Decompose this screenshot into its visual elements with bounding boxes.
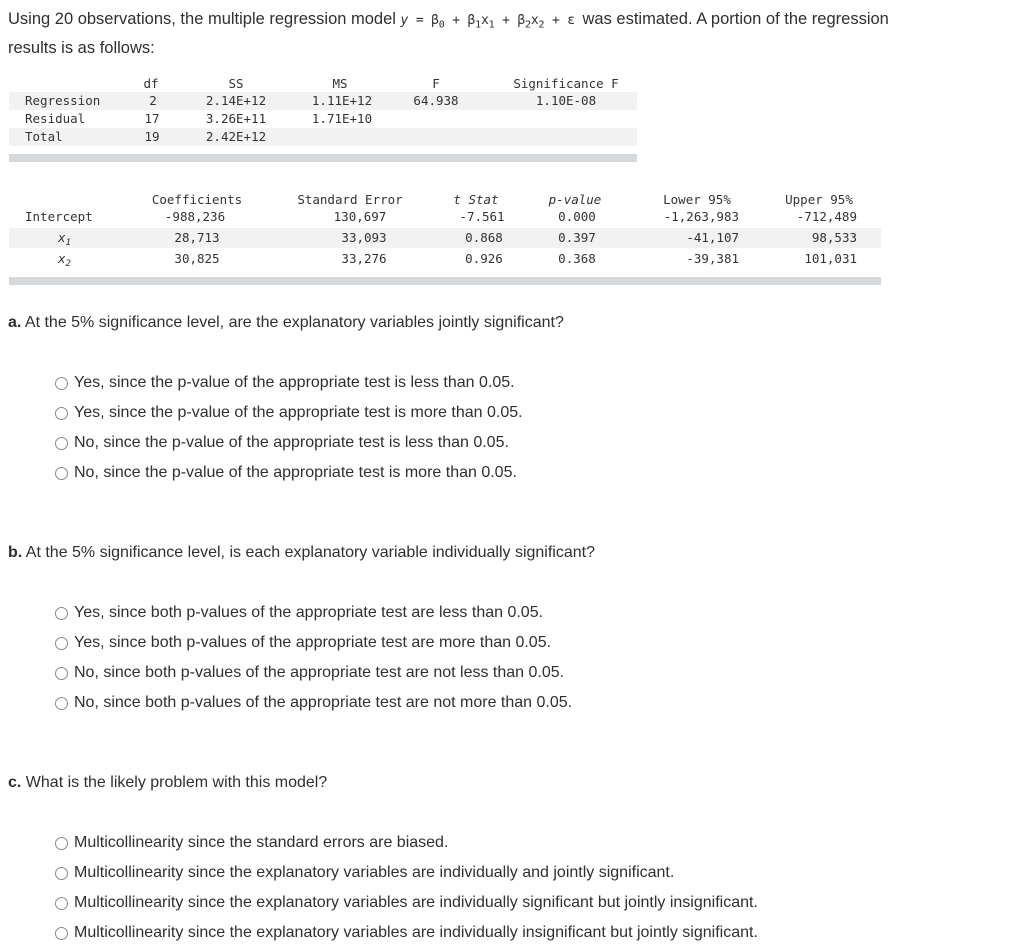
anova-header-ms: MS	[332, 76, 348, 91]
radio-button-icon[interactable]	[55, 377, 68, 390]
question-b-option-2[interactable]: Yes, since both p-values of the appropriate test are more than 0.05.	[55, 632, 551, 654]
question-a: a. At the 5% significance level, are the explanatory variables jointly significant?	[8, 314, 564, 331]
question-a-option-3[interactable]: No, since the p-value of the appropriate test is less than 0.05.	[55, 432, 509, 454]
anova-header-f: F	[432, 76, 440, 91]
question-b-option-1[interactable]: Yes, since both p-values of the appropriate test are less than 0.05.	[55, 602, 543, 624]
anova-row-total: Total 19 2.42E+12	[9, 128, 637, 146]
radio-button-icon[interactable]	[55, 837, 68, 850]
question-b: b. At the 5% significance level, is each explanatory variable individually significant?	[8, 544, 595, 561]
radio-button-icon[interactable]	[55, 467, 68, 480]
question-c-option-4[interactable]: Multicollinearity since the explanatory variables are individually insignificant but jointly significant.	[55, 922, 758, 944]
anova-table	[9, 74, 637, 162]
anova-header-row	[9, 74, 637, 92]
anova-bottom-bar	[9, 154, 637, 162]
coefficients-table	[9, 190, 881, 286]
radio-button-icon[interactable]	[55, 607, 68, 620]
intro-suffix: was estimated. A portion of the regression	[582, 10, 889, 28]
radio-button-icon[interactable]	[55, 637, 68, 650]
coef-row-x1: $x_1$ 28,713 33,093 0.868 0.397 -41,107 98,533	[9, 228, 881, 248]
anova-header-df: df	[143, 76, 159, 91]
question-a-option-4[interactable]: No, since the p-value of the appropriate test is more than 0.05.	[55, 462, 517, 484]
radio-button-icon[interactable]	[55, 697, 68, 710]
intro-prefix: Using 20 observations, the multiple regression model	[8, 10, 396, 28]
problem-intro	[8, 8, 1008, 60]
question-b-option-3[interactable]: No, since both p-values of the appropriate test are not less than 0.05.	[55, 662, 564, 684]
question-a-option-2[interactable]: Yes, since the p-value of the appropriate test is more than 0.05.	[55, 402, 523, 424]
radio-button-icon[interactable]	[55, 897, 68, 910]
radio-button-icon[interactable]	[55, 407, 68, 420]
question-b-option-4[interactable]: No, since both p-values of the appropriate test are not more than 0.05.	[55, 692, 572, 714]
radio-button-icon[interactable]	[55, 667, 68, 680]
anova-header-ss: SS	[228, 76, 244, 91]
question-c-option-3[interactable]: Multicollinearity since the explanatory variables are individually significant but jointly insignificant.	[55, 892, 758, 914]
coef-header-row: Coefficients Standard Error t Stat p-value Lower 95% Upper 95%	[151, 192, 853, 207]
coef-row-intercept: Intercept -988,236 130,697 -7.561 0.000 -1,263,983 -712,489	[25, 209, 857, 224]
radio-button-icon[interactable]	[55, 437, 68, 450]
anova-row-regression: Regression 2 2.14E+12 1.11E+12 64.938 1.10E-08	[9, 92, 637, 110]
intro-line2: results is as follows:	[8, 38, 155, 57]
anova-row-residual: Residual 17 3.26E+11 1.71E+10	[25, 111, 373, 126]
coef-bottom-bar	[9, 277, 881, 285]
radio-button-icon[interactable]	[55, 867, 68, 880]
radio-button-icon[interactable]	[55, 927, 68, 940]
anova-header-sigf: Significance F	[513, 76, 619, 91]
question-c: c. What is the likely problem with this model?	[8, 774, 328, 791]
regression-equation: $y = \beta_0 + \beta_1x_1 + \beta_2x_2 + \varepsilon$	[400, 13, 575, 31]
question-c-option-2[interactable]: Multicollinearity since the explanatory variables are individually and jointly significant.	[55, 862, 674, 884]
question-c-option-1[interactable]: Multicollinearity since the standard errors are biased.	[55, 832, 448, 854]
coef-row-x2: $x_2$ 30,825 33,276 0.926 0.368 -39,381 101,031	[58, 251, 857, 269]
question-a-option-1[interactable]: Yes, since the p-value of the appropriate test is less than 0.05.	[55, 372, 515, 394]
